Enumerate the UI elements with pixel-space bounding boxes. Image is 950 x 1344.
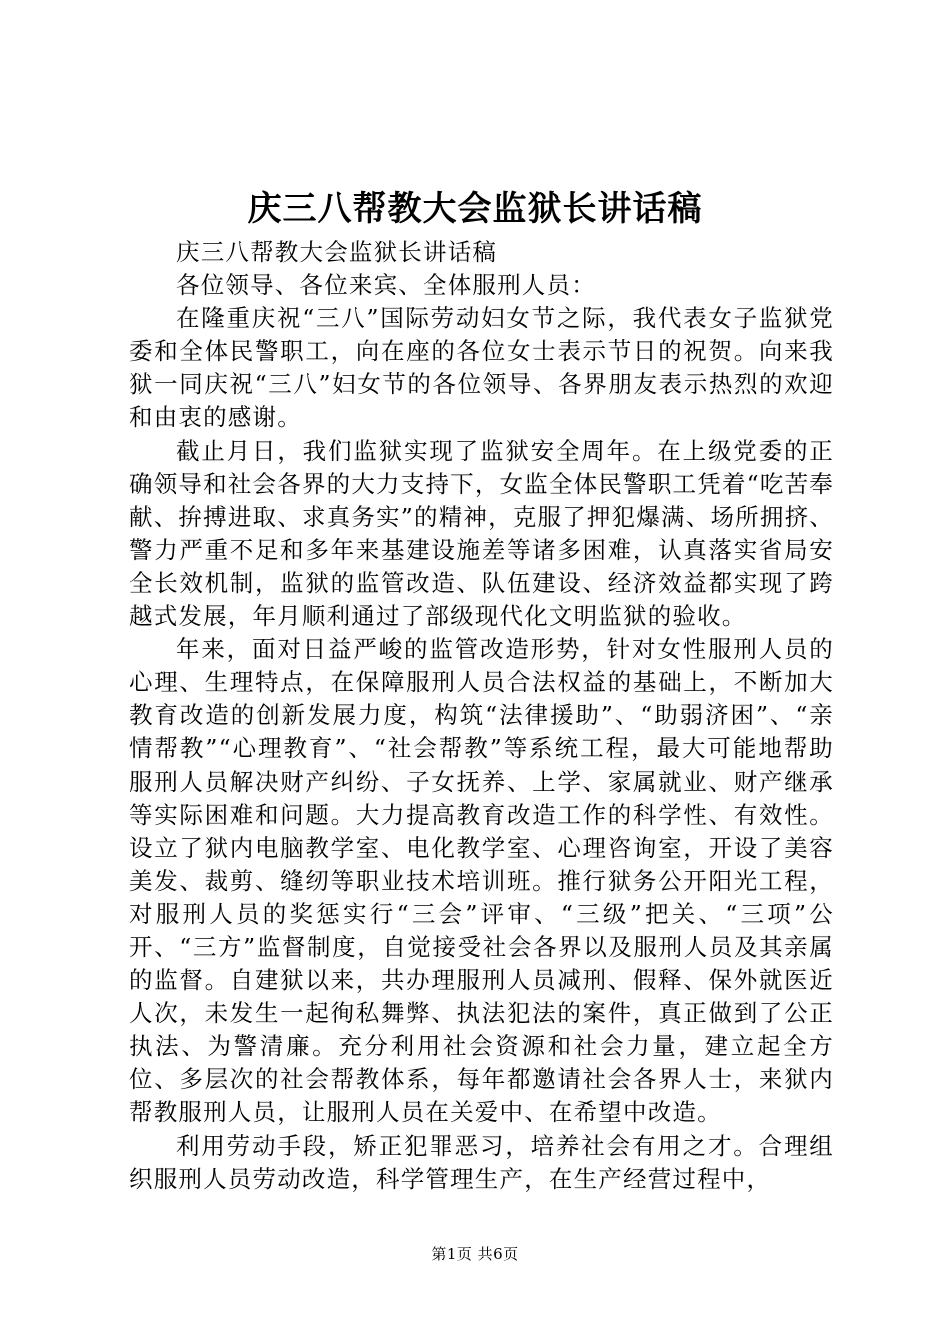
paragraph-salutation: 各位领导、各位来宾、全体服刑人员： — [176, 271, 596, 300]
document-title: 庆三八帮教大会监狱长讲话稿 — [247, 189, 703, 229]
page-footer: 第1页 共6页 — [431, 1245, 519, 1263]
paragraph-greeting: 在隆重庆祝“三八”国际劳动妇女节之际，我代表女子监狱党委和全体民警职工，向在座的各位女士表示节日的祝贺。向来我狱一同庆祝“三八”妇女节的各位领导、各界朋友表示热烈的欢迎和由衷的感谢。 — [129, 304, 834, 432]
document-body — [129, 236, 834, 1196]
paragraph-subtitle: 庆三八帮教大会监狱长讲话稿 — [176, 238, 498, 266]
paragraph-achievements: 截止月日，我们监狱实现了监狱安全周年。在上级党委的正确领导和社会各界的大力支持下，女监全体民警职工凭着“吃苦奉献、拚搏进取、求真务实”的精神，克服了押犯爆满、场所拥挤、警力严重不足和多年来基建设施差等诸多困难，认真落实省局安全长效机制，监狱的监管改造、队伍建设、经济效益都实现了跨越式发展，年月顺利通过了部级现代化文明监狱的验收。 — [129, 436, 834, 631]
paragraph-labor-reform: 利用劳动手段，矫正犯罪恶习，培养社会有用之才。合理组织服刑人员劳动改造，科学管理生产，在生产经营过程中， — [129, 1131, 834, 1193]
paragraph-education-reform: 年来，面对日益严峻的监管改造形势，针对女性服刑人员的心理、生理特点，在保障服刑人员合法权益的基础上，不断加大教育改造的创新发展力度，构筑“法律援助”、“助弱济困”、“亲情帮教”“心理教育”、“社会帮教”等系统工程，最大可能地帮助服刑人员解决财产纠纷、子女抚养、上学、家属就业、财产继承等实际困难和问题。大力提高教育改造工作的科学性、有效性。设立了狱内电脑教学室、电化教学室、心理咨询室，开设了美容美发、裁剪、缝纫等职业技术培训班。推行狱务公开阳光工程，对服刑人员的奖惩实行“三会”评审、“三级”把关、“三项”公开、“三方”监督制度，自觉接受社会各界以及服刑人员及其亲属的监督。自建狱以来，共办理服刑人员减刑、假释、保外就医近人次，未发生一起徇私舞弊、执法犯法的案件，真正做到了公正执法、为警清廉。充分利用社会资源和社会力量，建立起全方位、多层次的社会帮教体系，每年都邀请社会各界人士，来狱内帮教服刑人员，让服刑人员在关爱中、在希望中改造。 — [129, 635, 834, 1127]
